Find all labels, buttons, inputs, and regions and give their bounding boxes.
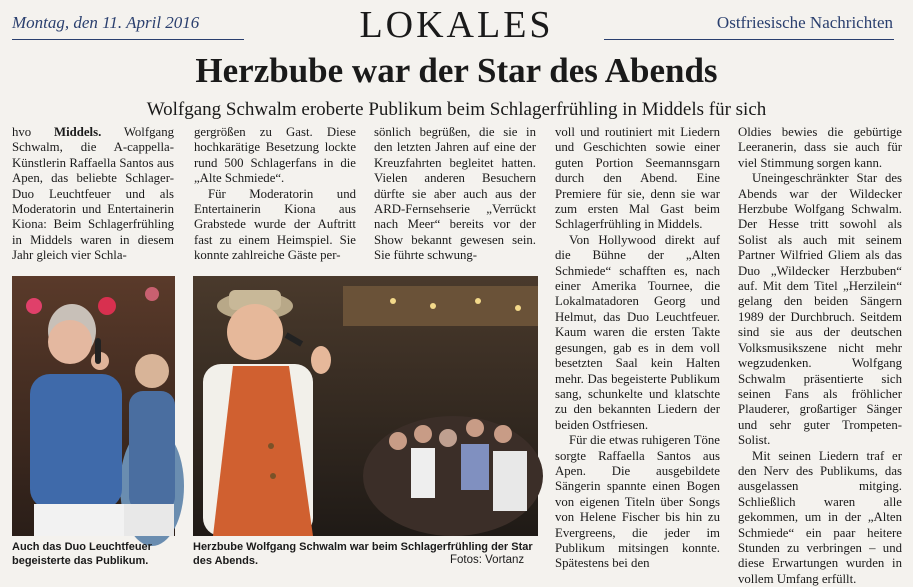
article-paragraph: Für die etwas ruhigeren Töne sorgte Raffaella Santos aus Apen. Die ausgebildete Sängerin spannte einen Bogen von eigenen Titeln über Songs von Helene Fischer bis hin zu Evergreens, die jeder im Publikum mitsingen konnte. Spätestens bei den: [555, 433, 720, 571]
article-paragraph: sönlich begrüßen, die sie in den letzten Jahren auf eine der Kreuzfahrten begleitet hatten. Vielen anderen Besuchern dürfte sie aber auch aus der ARD-Fernsehserie „Verrückt nach Meer“ bereits vor der Show bekannt gewesen sein. Sie führte schwung-: [374, 125, 536, 263]
article-paragraph: Für Moderatorin und Entertainerin Kiona aus Grabstede wurde der Auftritt fast zu einem Heimspiel. Sie konnte zahlreiche Gäste per-: [194, 186, 356, 263]
article-paragraph: Uneingeschränkter Star des Abends war der Wildecker Herzbube Wolfgang Schwalm. Der Hesse tritt sowohl als Solist als auch mit seinem Partner Wilfried Gliem als das Duo „Wildecker Herzbuben“ auf. Mit dem Titel „Herzilein“ gelang den beiden Sängern 1989 der Durchbruch. Seitdem sind sie aus der deutschen Volksmusikszene nicht mehr wegzudenken. Wolfgang Schwalm präsentierte sich seinen Fans als fröhlicher Plauderer, großartiger Sänger und sehr guter Trompeten-Solist.: [738, 171, 902, 448]
article-column-2: [194, 125, 356, 265]
author-initials: hvo: [12, 125, 32, 139]
article-column-5: [738, 125, 902, 586]
newspaper-name: Ostfriesische Nachrichten: [716, 13, 893, 32]
article-paragraph: [12, 125, 174, 264]
dateline: Middels.: [54, 125, 102, 139]
photo-singer-illustration: [193, 276, 538, 536]
header-date: Montag, den 11. April 2016: [12, 13, 200, 32]
subheadline: Wolfgang Schwalm eroberte Publikum beim Schlagerfrühling in Middels für sich: [146, 99, 767, 120]
photo-credit: Fotos: Vortanz: [450, 554, 525, 566]
headline: Herzbube war der Star des Abends: [195, 51, 718, 90]
article-column-1: [12, 125, 174, 265]
article-column-3: [374, 125, 536, 265]
article-paragraph: Mit seinen Liedern traf er den Nerv des Publikums, das ausgelassen mitging. Schließlich waren alle gekommen, um in der „Alten Schmiede“ ein paar heitere Stunden zu verbringen – und diese Erwartungen wurden in vollem Umfang erfüllt.: [738, 448, 902, 586]
photo-wolfgang-schwalm: [193, 276, 538, 536]
photo-caption-2: Herzbube Wolfgang Schwalm war beim Schlagerfrühling der Star des Abends.: [193, 541, 533, 567]
section-title: LOKALES: [359, 4, 554, 46]
paragraph-text: Wolfgang Schwalm, die A-cappella-Künstlerin Raffaella Santos aus Apen, das beliebte Schlager-Duo Leuchtfeuer und als Moderatorin und Entertainerin Kiona: Beim Schlagerfrühling in Middels waren in diesem Jahr gleich vier Schla-: [12, 125, 175, 263]
photo-duo-leuchtfeuer: [12, 276, 175, 536]
article-column-4: [555, 125, 720, 575]
photo-caption-1: Auch das Duo Leuchtfeuer begeisterte das Publikum.: [12, 541, 152, 567]
article-paragraph: voll und routiniert mit Liedern und Geschichten sowie einer guten Portion Seemannsgarn durch den Abend. Eine Premiere für sie, denn sie war zum ersten Mal Gast beim Schlagerfrühling in Middels.: [555, 125, 720, 232]
header-rule-right: [604, 39, 894, 40]
article-paragraph: Von Hollywood direkt auf die Bühne der „Alten Schmiede“ schafften es, nach einer Amerika Tournee, die Lokalmatadoren Georg und Helmut, das Duo Leuchtfeuer. Kaum waren die ersten Takte gesungen, gab es in dem voll besetzten Saal kein Halten mehr. Das begeisterte Publikum sang, schunkelte und klatschte zu den bekannten Liedern der beiden Ostfriesen.: [555, 232, 720, 432]
article-paragraph: gergrößen zu Gast. Diese hochkarätige Besetzung lockte rund 500 Schlagerfans in die „Alte Schmiede“.: [194, 125, 356, 186]
article-paragraph: Oldies bewies die gebürtige Leeranerin, dass sie auch für viel Stimmung sorgen kann.: [738, 125, 902, 170]
photo-duo-illustration: [12, 276, 175, 536]
